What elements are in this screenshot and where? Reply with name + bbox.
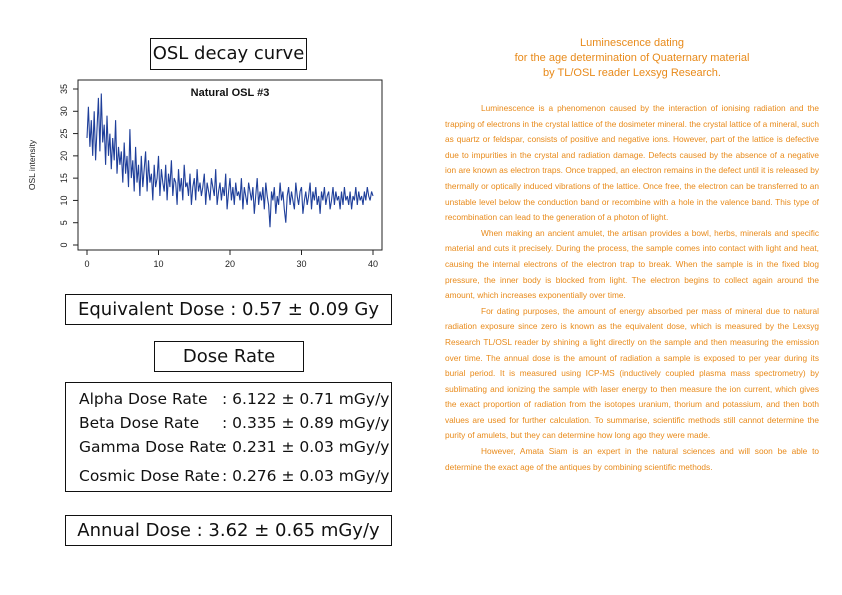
y-tick-label: 25 bbox=[59, 128, 69, 139]
rate-value: : 0.231 ± 0.03 mGy/y bbox=[222, 438, 390, 456]
article-heading-line-1: Luminescence dating bbox=[580, 37, 684, 49]
osl-decay-chart bbox=[20, 75, 390, 275]
y-tick-label: 20 bbox=[59, 150, 69, 161]
y-axis-label: OSL intensity bbox=[27, 139, 37, 191]
x-tick-label: 40 bbox=[367, 259, 379, 269]
rate-label: Beta Dose Rate bbox=[79, 414, 200, 432]
article-paragraph: When making an ancient amulet, the artisan provides a bowl, herbs, minerals and specific material and cuts it precisely. During the process, the sample comes into contact with light and heat, causing the internal electrons of the electron trap to break. When the sample is in the fixed blog pressure, the inner body is blocked from light. The electron begins to collect again around the amount, which increases exponentially over time. bbox=[445, 227, 819, 301]
article-body bbox=[445, 101, 819, 475]
y-tick-label: 5 bbox=[59, 220, 69, 226]
x-tick-label: 10 bbox=[153, 259, 164, 269]
x-tick-label: 30 bbox=[296, 259, 307, 269]
rate-value: : 0.335 ± 0.89 mGy/y bbox=[222, 414, 390, 432]
chart-section-title: OSL decay curve bbox=[150, 38, 307, 70]
dose-rate-title: Dose Rate bbox=[154, 341, 304, 372]
annual-dose-box: Annual Dose : 3.62 ± 0.65 mGy/y bbox=[65, 515, 392, 546]
equivalent-dose-box: Equivalent Dose : 0.57 ± 0.09 Gy bbox=[65, 294, 392, 325]
rate-value: : 6.122 ± 0.71 mGy/y bbox=[222, 390, 390, 408]
y-tick-label: 10 bbox=[59, 195, 69, 206]
article-paragraph: For dating purposes, the amount of energy absorbed per mass of mineral due to natural radiation exposure since zero is known as the equivalent dose, which is measured by the Lexsyg Research TL/OSL reader by shining a light directly on the sample and then measuring the emission over time. The annual dose is the amount of radiation a sample is exposed to per year during its burial period. It is measured using ICP-MS (inductively coupled plasma mass spectrometry) by sublimating and ionizing the sample with laser energy to then measure the ion current, which gives the exact proportion of radiation from the isotopes uranium, thorium and potassium, and then both values are used for further calculation. To summarise, scientific methods still cannot determine the purity of amulets, but they can determine how long ago they were made. bbox=[445, 305, 819, 441]
article-heading-line-2: for the age determination of Quaternary material bbox=[514, 52, 750, 64]
rate-label: Gamma Dose Rate bbox=[79, 438, 225, 456]
y-tick-label: 30 bbox=[59, 106, 69, 117]
osl-series-line bbox=[87, 94, 373, 228]
x-tick-label: 0 bbox=[84, 259, 90, 269]
y-tick-label: 0 bbox=[59, 242, 69, 248]
article-heading-line-3: by TL/OSL reader Lexsyg Research. bbox=[543, 67, 721, 79]
article-paragraph: However, Amata Siam is an expert in the natural sciences and will soon be able to determine the exact age of the antiques by combining scientific methods. bbox=[445, 446, 819, 472]
y-tick-label: 15 bbox=[59, 173, 69, 184]
article-column bbox=[445, 36, 819, 475]
chart-title: Natural OSL #3 bbox=[190, 87, 270, 99]
rate-value: : 0.276 ± 0.03 mGy/y bbox=[222, 467, 390, 485]
rate-label: Cosmic Dose Rate bbox=[79, 467, 220, 485]
dose-rate-table bbox=[65, 382, 392, 492]
rate-label: Alpha Dose Rate bbox=[79, 390, 208, 408]
article-paragraph: Luminescence is a phenomenon caused by the interaction of ionising radiation and the trapping of electrons in the crystal lattice of the dosimeter mineral. the crystal lattice of a mineral, such as quartz or feldspar, consists of positive and negative ions. However, part of the lattice is defective due to impurities in the crystal and radiation damage. Defects caused by the absence of a negative ion are known as electron traps. Once trapped, an electron remains in the defect until it is released by thermally or optically induced vibrations of the lattice. Once free, the electron can be transferred to an unstable level below the conduction band or recombine with a hole in the valence band. This type of recombination can lead to the generation of a photon of light. bbox=[445, 103, 819, 223]
x-tick-label: 20 bbox=[224, 259, 236, 269]
y-tick-label: 35 bbox=[59, 83, 69, 95]
